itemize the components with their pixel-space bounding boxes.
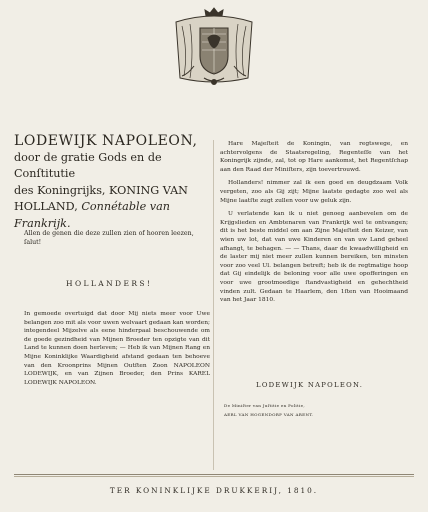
- printer-imprint: TER KONINKLIJKE DRUKKERIJ, 1810.: [109, 486, 319, 495]
- proclamation-heading: HOLLANDERS!: [66, 279, 153, 288]
- decree-title: [14, 133, 210, 232]
- signature: LODEWIJK NAPOLEON.: [256, 381, 364, 389]
- intro-text: Allen de genen die deze zullen zien of hooren leezen, ſalut!: [24, 230, 194, 246]
- countersignature-line-1: De Miniſter van Juſtitie en Politie,: [224, 403, 305, 408]
- body-right-paragraph-1: Hare Majeſteit de Koningin, van regtswege, en achtervolgens de Staatsregeling, Regenteſſe van het Koningrijk zijnde, zal, tot op Hare aankomst, het Regentſchap aan den Raad der Miniſters, zijn toevertrouwd.: [220, 141, 408, 173]
- body-right-paragraph-2: Hollanders! nimmer zal ik een goed en deugdzaam Volk vergeten, zoo als Gij zijt; Mijne laatste gedagte zoo wel als Mijne laatſte zugt zullen voor uw geluk zijn.: [220, 180, 408, 204]
- title-line-4: HOLLAND,: [14, 200, 78, 213]
- title-line-2: door de gratie Gods en de Conſtitutie: [14, 150, 162, 180]
- footer-rule-thin: [14, 476, 414, 477]
- title-line-4-italic: Connétable van Frankrijk.: [14, 200, 170, 230]
- countersignature-line-2: AERL VAN HOGENDORP VAN ARENT.: [224, 412, 314, 417]
- column-divider: [213, 140, 214, 470]
- countersignature: [224, 401, 414, 419]
- body-right-column: [220, 140, 408, 310]
- title-line-3: des Koningrijks, KONING VAN: [14, 183, 188, 197]
- body-left-paragraph: In gemoede overtuigd dat door Mij niets meer voor Uwe belangen zoo mit als voor uwen welvaart gedaan kan worden; integendeel Mijzelve als eene hinderpaal beschouwende om de goede gezindheid van Mijnen Broeder ten opzigte van dit Land te kunnen doen herleven; — Heb ik van Mijnen Rang en Mijne Koninklijke Waardigheid afstand gedaan ten behoeve van den Kroonprins Mijnen Outſten Zoon NAPOLEON LODEWIJK, en van Zijnen Broeder, den Prins KAREL LODEWIJK NAPOLEON.: [24, 311, 210, 386]
- title-king-name: LODEWIJK NAPOLEON,: [14, 133, 198, 149]
- footer-rule: [14, 474, 414, 475]
- body-right-paragraph-3: U verlatende kan ik u niet genoeg aanbevelen om de Krijgslieden en Ambtenaren van Frankrijk wel te ontvangen; dit is het beste middel om aan Zijne Majeſteit den Keizer, van wien uw lot, dat van uwe Kinderen en van uw Land geheel afhangt, te behagen. — — Thans, daar de kwaadwilligheid en de laster mij niet meer zullen kunnen bereiken, ten minsten voor zoo veel Ul. belangen betreft; heb ik de regtmatige hoop dat Gij eindelijk de beloning voor alle uwe opofferingen en voor uwe grootmoedige ſtandvastigheid en gehechtheid vinden zult. Gedaan te Haarlem, den 1ſten van Hooimaand van het Jaar 1810.: [220, 211, 408, 304]
- royal-coat-of-arms: [168, 4, 260, 88]
